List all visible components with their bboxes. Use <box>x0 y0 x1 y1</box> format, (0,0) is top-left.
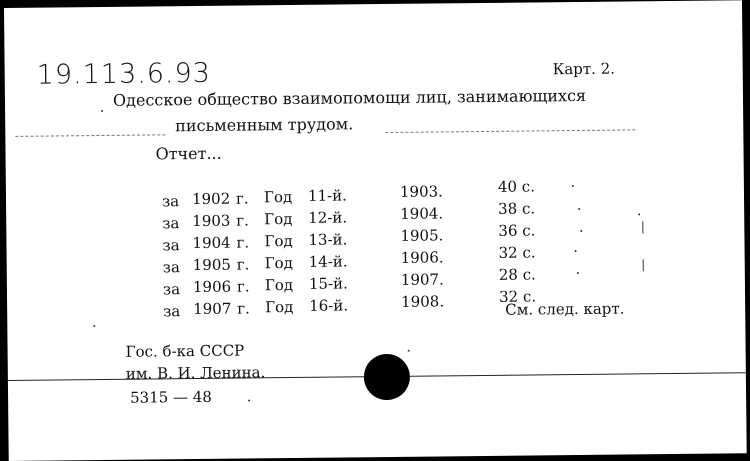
row-pages: 36 с. <box>498 221 536 240</box>
speck <box>578 208 580 210</box>
card-number: Карт. 2. <box>552 59 616 79</box>
row-g: г. <box>236 211 249 230</box>
row-num: 16-й. <box>309 296 349 315</box>
row-pages: 32 с. <box>498 243 536 262</box>
row-report-year: 1904. <box>400 204 444 223</box>
speck <box>580 230 582 232</box>
library-line-2: им. В. И. Ленина. <box>125 363 266 383</box>
speck <box>93 325 95 327</box>
row-year: 1905 <box>192 255 231 275</box>
row-year: 1902 <box>191 189 231 209</box>
tick <box>643 259 644 271</box>
row-god: Год <box>264 253 293 273</box>
row-god: Год <box>264 231 293 251</box>
row-za: за <box>162 280 181 299</box>
row-god: Год <box>264 275 294 295</box>
tick <box>642 221 643 233</box>
title-line-1: Одесское общество взаимопомощи лиц, занимающихся <box>112 85 587 110</box>
row-pages: 38 с. <box>498 199 536 218</box>
dotted-rule-right <box>385 129 635 133</box>
row-report-year: 1905. <box>400 226 444 245</box>
punch-hole <box>364 354 410 400</box>
dotted-rule-left <box>15 134 165 137</box>
row-god: Год <box>265 297 294 317</box>
row-report-year: 1907. <box>400 270 444 289</box>
row-za: за <box>161 192 180 211</box>
row-pages: 28 с. <box>498 265 536 284</box>
row-g: г. <box>237 299 250 318</box>
title-line-2: письменным трудом. <box>175 114 354 136</box>
row-za: за <box>163 302 181 321</box>
subtitle: Отчет... <box>155 143 222 164</box>
row-god: Год <box>263 187 293 207</box>
row-pages: 40 с. <box>497 177 536 196</box>
row-num: 13-й. <box>308 230 348 249</box>
row-g: г. <box>236 233 250 252</box>
row-pages: 32 с. <box>498 287 537 306</box>
speck <box>575 250 577 252</box>
row-g: г. <box>236 255 250 274</box>
row-num: 15-й. <box>308 274 348 293</box>
row-report-year: 1903. <box>399 182 443 201</box>
row-num: 14-й. <box>308 252 348 271</box>
row-g: г. <box>236 277 250 296</box>
speck <box>248 399 250 401</box>
speck <box>408 350 410 352</box>
row-report-year: 1906. <box>400 248 444 267</box>
row-g: г. <box>235 189 249 208</box>
row-year: 1904 <box>192 233 231 253</box>
speck <box>572 185 574 187</box>
speck <box>101 110 103 112</box>
row-za: за <box>162 236 180 255</box>
row-num: 12-й. <box>308 208 348 227</box>
rule-right <box>410 372 746 377</box>
shelfmark: 19.113.6.93 <box>36 57 212 91</box>
speck <box>638 213 640 215</box>
library-line-1: Гос. б-ка СССР <box>125 341 245 361</box>
catalog-card <box>4 0 747 461</box>
row-year: 1906 <box>192 277 232 297</box>
row-za: за <box>162 214 180 233</box>
row-god: Год <box>264 209 293 229</box>
speck <box>577 272 579 274</box>
row-report-year: 1908. <box>401 292 445 311</box>
library-line-3: 5315 — 48 <box>129 387 212 407</box>
row-year: 1903 <box>192 211 231 231</box>
row-year: 1907 <box>193 299 232 319</box>
row-num: 11-й. <box>307 186 347 205</box>
row-za: за <box>162 258 180 277</box>
see-next-card: См. след. карт. <box>505 299 625 319</box>
